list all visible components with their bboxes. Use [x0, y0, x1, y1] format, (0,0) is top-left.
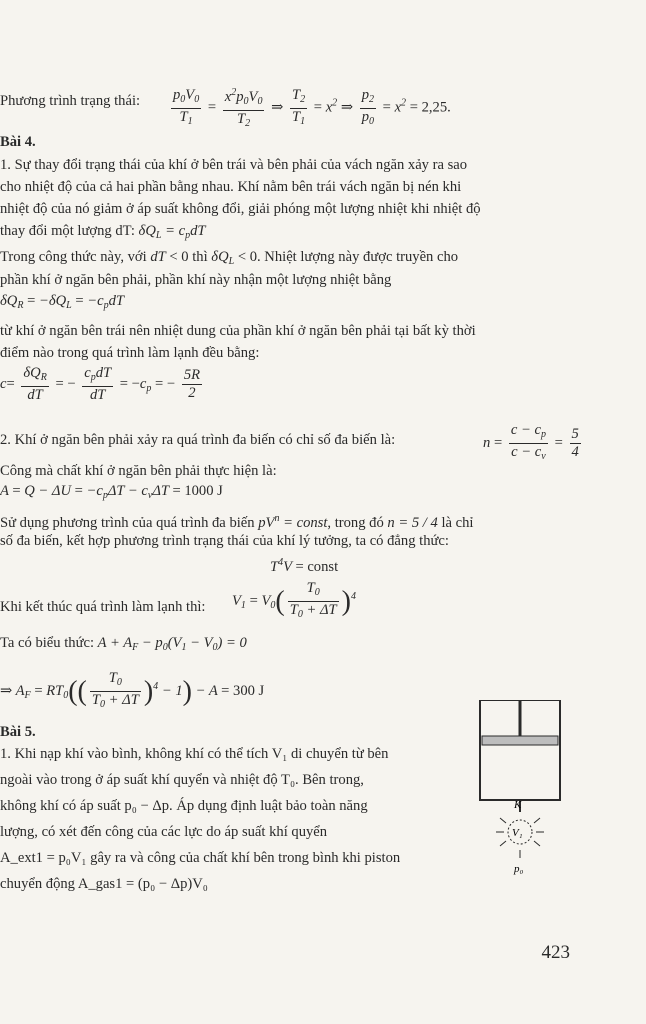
text-line: chuyển động A_gas1 = (p₀ − Δp)V₀ [0, 876, 208, 892]
text-line: không khí có áp suất p₀ − Δp. Áp dụng định luật bảo toàn năng [0, 798, 368, 814]
pressure-label: p₀ [514, 863, 524, 875]
text-label: thay đổi một lượng dT: [0, 223, 135, 239]
equation-heat: $\delta Q_R = -\delta Q_L = -c_pdT$ [0, 293, 125, 311]
text-line [0, 92, 140, 110]
section-heading: Bài 4. [0, 134, 36, 150]
text-line: thay đổi một lượng dT: $\delta Q_L = c_pdT$ [0, 223, 206, 241]
text-line: số đa biến, kết hợp phương trình trạng thái của khí lý tưởng, ta có đẳng thức: [0, 533, 449, 549]
equation-final-volume: $V_1 = V_0$( $\frac{T_0}{T_0 + \Delta T}$ )$^4$ [232, 580, 356, 623]
text-line: 1. Sự thay đổi trạng thái của khí ở bên trái và bên phải của vách ngăn xảy ra sao [0, 157, 468, 173]
text-line: từ khí ở ngăn bên trái nên nhiệt dung của phần khí ở ngăn bên phải tại bất kỳ thời [0, 323, 476, 339]
text-line: ngoài vào trong ở áp suất khí quyển và nhiệt độ T₀. Bên trong, [0, 772, 364, 788]
equation-polytropic-index: n = $\frac{c - c_p}{c - c_v}$ = $\frac{5}{4}$ [483, 422, 584, 465]
text-line: 2. Khí ở ngăn bên phải xảy ra quá trình đa biến có chỉ số đa biến là: [0, 432, 396, 448]
text-line: lượng, có xét đến công của các lực do áp suất khí quyển [0, 824, 328, 840]
text-line: Công mà chất khí ở ngăn bên phải thực hiện là: [0, 463, 277, 479]
piston-cylinder-figure [470, 700, 570, 880]
text-line: Trong công thức này, với dT < 0 thì $\delta Q_L < 0$. Nhiệt lượng này được truyền cho [0, 249, 459, 267]
text-line: A_ext1 = p₀V₁ gây ra và công của chất khí bên trong bình khi piston [0, 850, 401, 866]
text-label: Phương trình trạng thái: [0, 93, 141, 109]
equation-heat-capacity: c= $\frac{\delta Q_R}{dT}$ = − $\frac{c_pdT}{dT}$ = $-c_p$ = − $\frac{5R}{2}$ [0, 365, 201, 403]
valve-label: K [514, 799, 522, 811]
text-line: cho nhiệt độ của cả hai phần bằng nhau. Khí nằm bên trái vách ngăn bị nén khi [0, 179, 462, 195]
text-line: 1. Khi nạp khí vào bình, không khí có thể tích V₁ di chuyển từ bên [0, 746, 389, 762]
cylinder-diagram [470, 700, 570, 880]
equation-tv: $T^4V$ = const [270, 557, 339, 575]
text-line: Ta có biểu thức: $A + A_F - p_0(V_1 - V_0) = 0$ [0, 635, 247, 653]
volume-label: V₁ [512, 827, 523, 839]
equation-work: $A = Q - \Delta U = -c_p\Delta T - c_v\Delta T = 1000$ J [0, 483, 223, 501]
text-line: Khi kết thúc quá trình làm lạnh thì: [0, 599, 206, 615]
text-line: Sử dụng phương trình của quá trình đa biến $pV^n$ = const, trong đó n = 5 / 4 là chỉ [0, 513, 474, 531]
section-heading: Bài 5. [0, 724, 36, 740]
text-line: phần khí ở ngăn bên phải, phần khí này nhận một lượng nhiệt bằng [0, 272, 392, 288]
piston [482, 736, 558, 745]
equation-state: $\frac{p_0V_0}{T_1}$ = $\frac{x^2p_0V_0}{T_2}$ ⇒ $\frac{T_2}{T_1}$ = $x^2$ ⇒ $\frac{p_2}{p_0}$ = $x^2 = 2,25$. [168, 84, 451, 132]
equation-af: ⇒ $A_F = RT_0$(( $\frac{T_0}{T_0 + \Delta T}$ )$^4$ − 1) − A = 300 J [0, 670, 264, 713]
page-number: 423 [541, 942, 570, 963]
text-line: điểm nào trong quá trình làm lạnh đều bằng: [0, 345, 260, 361]
text-line: nhiệt độ của nó giảm ở áp suất không đổi, giải phóng một lượng nhiệt khi nhiệt độ [0, 201, 481, 217]
